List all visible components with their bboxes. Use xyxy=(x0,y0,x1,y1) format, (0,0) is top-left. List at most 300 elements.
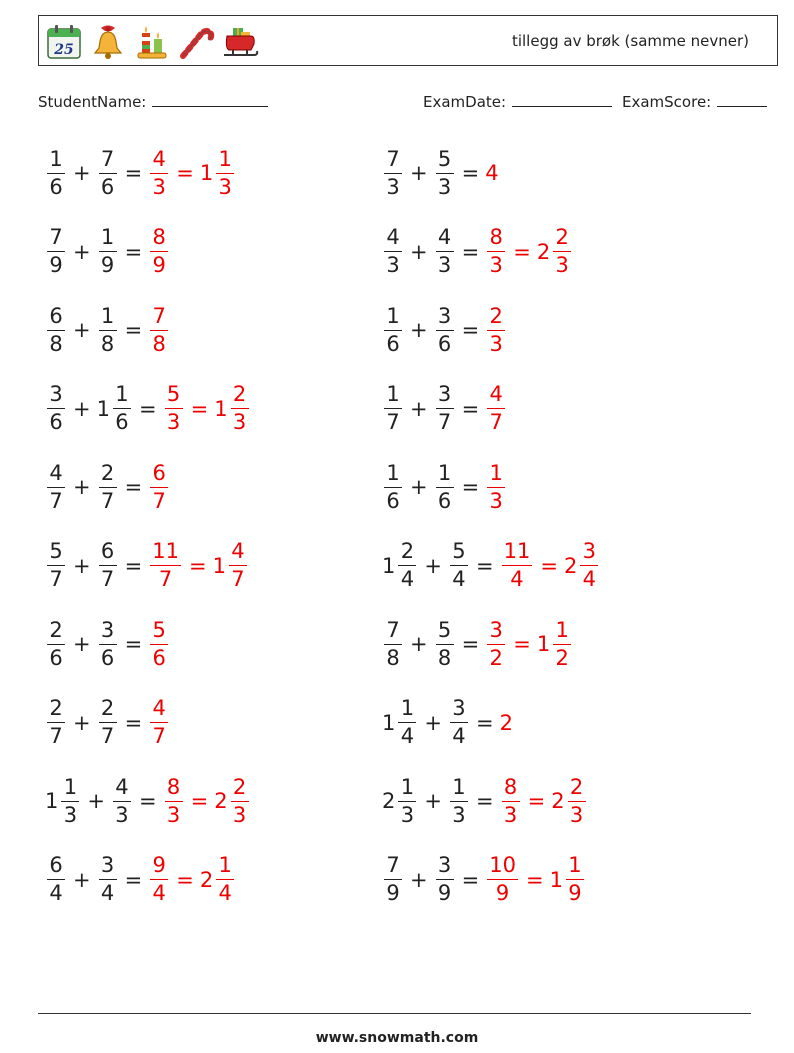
equals-sign: = xyxy=(540,553,558,578)
fraction xyxy=(99,227,117,276)
fraction xyxy=(47,541,65,590)
whole-number: 2 xyxy=(199,867,214,892)
fraction xyxy=(398,541,416,590)
plus-sign: + xyxy=(73,553,91,578)
numerator: 1 xyxy=(47,149,65,174)
fraction xyxy=(150,617,168,670)
numerator: 3 xyxy=(580,541,598,566)
worksheet-title: tillegg av brøk (samme nevner) xyxy=(511,32,749,50)
fraction xyxy=(47,460,65,513)
equals-sign: = xyxy=(138,396,157,421)
denominator: 4 xyxy=(582,567,596,591)
whole-number: 4 xyxy=(485,161,499,185)
fraction xyxy=(216,855,234,904)
fraction xyxy=(384,617,402,670)
equals-sign: = xyxy=(525,867,544,892)
denominator: 8 xyxy=(49,331,63,356)
denominator: 3 xyxy=(386,174,400,199)
fraction xyxy=(99,617,117,670)
whole-number: 2 xyxy=(499,710,513,735)
numerator: 11 xyxy=(502,541,533,566)
fraction xyxy=(150,303,168,356)
problem-14 xyxy=(382,613,573,675)
numerator: 7 xyxy=(99,149,117,174)
whole-number: 1 xyxy=(382,553,396,578)
student-name-label: StudentName: xyxy=(38,93,147,111)
problem-17 xyxy=(45,770,251,832)
problem-11 xyxy=(45,535,249,597)
fraction xyxy=(99,541,117,590)
equals-sign: = xyxy=(124,318,143,342)
equals-sign: = xyxy=(190,396,209,421)
denominator: 3 xyxy=(489,331,503,356)
equals-sign: = xyxy=(461,318,480,342)
numerator: 8 xyxy=(502,777,520,802)
fraction xyxy=(436,303,454,356)
student-name-blank[interactable] xyxy=(152,92,268,107)
whole-number: 2 xyxy=(551,789,565,813)
numerator: 1 xyxy=(384,463,402,488)
denominator: 4 xyxy=(510,567,524,591)
numerator: 1 xyxy=(99,227,117,252)
denominator: 7 xyxy=(152,488,166,513)
numerator: 4 xyxy=(487,384,505,409)
numerator: 5 xyxy=(47,541,65,566)
fraction xyxy=(436,227,454,276)
denominator: 6 xyxy=(152,645,166,670)
numerator: 2 xyxy=(47,698,65,723)
fraction xyxy=(99,146,117,199)
numerator: 2 xyxy=(568,777,586,802)
plus-sign: + xyxy=(73,318,91,342)
denominator: 8 xyxy=(152,331,166,356)
fraction xyxy=(436,617,454,670)
numerator: 5 xyxy=(436,620,454,645)
denominator: 3 xyxy=(437,174,452,199)
numerator: 2 xyxy=(553,227,571,252)
denominator: 7 xyxy=(489,410,503,434)
plus-sign: + xyxy=(410,396,428,421)
denominator: 3 xyxy=(555,253,569,277)
numerator: 6 xyxy=(99,541,117,566)
fraction xyxy=(61,774,79,827)
whole-number: 2 xyxy=(536,239,551,264)
plus-sign: + xyxy=(73,475,91,499)
denominator: 3 xyxy=(232,410,247,434)
denominator: 3 xyxy=(386,253,400,277)
denominator: 7 xyxy=(100,724,115,748)
fraction xyxy=(47,855,65,904)
numerator: 1 xyxy=(487,463,505,488)
whole-number: 2 xyxy=(563,553,578,578)
numerator: 4 xyxy=(113,777,131,802)
numerator: 4 xyxy=(229,541,247,566)
numerator: 7 xyxy=(384,149,402,174)
denominator: 3 xyxy=(152,174,166,199)
numerator: 1 xyxy=(384,306,402,331)
plus-sign: + xyxy=(424,789,442,813)
numerator: 1 xyxy=(398,698,416,723)
numerator: 6 xyxy=(47,855,65,880)
equals-sign: = xyxy=(124,710,143,735)
fraction xyxy=(553,227,571,276)
footer-divider xyxy=(38,1013,751,1014)
problem-4 xyxy=(382,221,573,283)
problem-12 xyxy=(382,535,600,597)
equals-sign: = xyxy=(461,396,480,421)
equals-sign: = xyxy=(461,161,480,185)
numerator: 2 xyxy=(231,384,249,409)
fraction xyxy=(384,384,402,433)
denominator: 9 xyxy=(100,253,115,277)
equals-sign: = xyxy=(124,553,143,578)
whole-number: 1 xyxy=(549,867,563,892)
denominator: 3 xyxy=(115,802,129,827)
worksheet-header xyxy=(38,15,778,66)
fraction xyxy=(384,460,402,513)
numerator: 8 xyxy=(150,227,168,252)
problem-8 xyxy=(382,378,507,440)
plus-sign: + xyxy=(410,318,428,342)
equals-sign: = xyxy=(475,553,494,578)
equals-sign: = xyxy=(190,789,209,813)
denominator: 6 xyxy=(100,174,115,199)
numerator: 7 xyxy=(384,620,402,645)
denominator: 4 xyxy=(152,881,166,905)
fraction xyxy=(165,774,183,827)
numerator: 2 xyxy=(47,620,65,645)
problem-10 xyxy=(382,456,507,518)
problem-2 xyxy=(382,142,500,204)
fraction xyxy=(436,855,454,904)
numerator: 1 xyxy=(398,777,416,802)
denominator: 3 xyxy=(232,802,247,827)
equals-sign: = xyxy=(124,475,143,499)
exam-score-blank[interactable] xyxy=(717,92,767,107)
numerator: 4 xyxy=(150,149,168,174)
exam-date-label: ExamDate: xyxy=(423,93,507,111)
denominator: 9 xyxy=(437,881,452,905)
numerator: 2 xyxy=(487,306,505,331)
equals-sign: = xyxy=(461,867,480,892)
whole-number: 1 xyxy=(214,396,228,421)
numerator: 3 xyxy=(450,698,468,723)
fraction xyxy=(150,855,168,904)
fraction xyxy=(450,698,468,747)
denominator: 4 xyxy=(100,881,115,905)
problem-1 xyxy=(45,142,236,204)
denominator: 6 xyxy=(437,488,452,513)
denominator: 7 xyxy=(49,567,63,591)
numerator: 2 xyxy=(99,463,117,488)
numerator: 3 xyxy=(99,620,117,645)
plus-sign: + xyxy=(410,475,428,499)
numerator: 11 xyxy=(150,541,181,566)
plus-sign: + xyxy=(73,710,91,735)
denominator: 7 xyxy=(49,488,63,513)
fraction xyxy=(47,617,65,670)
equals-sign: = xyxy=(461,239,480,264)
fraction xyxy=(566,855,584,904)
equals-sign: = xyxy=(176,867,194,892)
numerator: 1 xyxy=(113,384,131,409)
fraction xyxy=(398,774,416,827)
equals-sign: = xyxy=(124,161,143,185)
equals-sign: = xyxy=(461,632,480,656)
plus-sign: + xyxy=(73,239,91,264)
whole-number: 1 xyxy=(199,161,214,185)
equals-sign: = xyxy=(475,789,494,813)
fraction xyxy=(229,541,247,590)
exam-score-field xyxy=(622,92,767,111)
fraction xyxy=(436,146,454,199)
fraction xyxy=(487,855,518,904)
fraction xyxy=(553,617,571,670)
problem-19 xyxy=(45,849,236,911)
fraction xyxy=(47,227,65,276)
plus-sign: + xyxy=(424,710,442,735)
denominator: 9 xyxy=(152,253,166,277)
equals-sign: = xyxy=(527,789,546,813)
problem-3 xyxy=(45,221,170,283)
fraction xyxy=(113,774,131,827)
footer-url: www.snowmath.com xyxy=(315,1030,479,1046)
problem-15 xyxy=(45,692,170,754)
numerator: 6 xyxy=(150,463,168,488)
fraction xyxy=(502,774,520,827)
plus-sign: + xyxy=(410,161,428,185)
plus-sign: + xyxy=(410,239,428,264)
numerator: 7 xyxy=(47,227,65,252)
denominator: 3 xyxy=(166,410,181,434)
equals-sign: = xyxy=(188,553,207,578)
denominator: 8 xyxy=(437,645,452,670)
numerator: 3 xyxy=(47,384,65,409)
numerator: 1 xyxy=(450,777,468,802)
fraction xyxy=(47,146,65,199)
numerator: 2 xyxy=(99,698,117,723)
whole-number: 2 xyxy=(214,789,228,813)
numerator: 8 xyxy=(165,777,183,802)
numerator: 7 xyxy=(150,306,168,331)
bell-icon xyxy=(89,22,127,62)
equals-sign: = xyxy=(461,475,480,499)
denominator: 3 xyxy=(218,174,232,199)
denominator: 7 xyxy=(386,410,400,434)
denominator: 6 xyxy=(49,174,63,199)
denominator: 6 xyxy=(49,410,63,434)
fraction xyxy=(502,541,533,590)
numerator: 2 xyxy=(231,777,249,802)
svg-text:25: 25 xyxy=(54,42,74,58)
denominator: 6 xyxy=(386,488,400,513)
numerator: 5 xyxy=(436,149,454,174)
problem-18 xyxy=(382,770,588,832)
sleigh-icon xyxy=(221,22,259,62)
denominator: 3 xyxy=(489,488,503,513)
numerator: 1 xyxy=(553,620,571,645)
denominator: 7 xyxy=(152,724,166,748)
equals-sign: = xyxy=(475,710,494,735)
student-name-field xyxy=(38,92,268,111)
numerator: 3 xyxy=(487,620,505,645)
numerator: 2 xyxy=(398,541,416,566)
fraction xyxy=(165,384,183,433)
plus-sign: + xyxy=(73,632,91,656)
numerator: 9 xyxy=(150,855,168,880)
denominator: 4 xyxy=(49,881,63,905)
problem-20 xyxy=(382,849,586,911)
fraction xyxy=(150,541,181,590)
fraction xyxy=(99,303,117,356)
denominator: 9 xyxy=(49,253,63,277)
denominator: 4 xyxy=(218,881,232,905)
fraction xyxy=(150,460,168,513)
fraction xyxy=(99,698,117,747)
denominator: 8 xyxy=(386,645,400,670)
equals-sign: = xyxy=(138,789,157,813)
denominator: 2 xyxy=(489,645,503,670)
denominator: 6 xyxy=(49,645,63,670)
numerator: 3 xyxy=(99,855,117,880)
problem-7 xyxy=(45,378,251,440)
plus-sign: + xyxy=(73,396,91,421)
equals-sign: = xyxy=(176,161,194,185)
fraction xyxy=(436,460,454,513)
exam-score-label: ExamScore: xyxy=(622,93,712,111)
denominator: 3 xyxy=(166,802,181,827)
denominator: 9 xyxy=(495,881,510,905)
fraction xyxy=(487,460,505,513)
fraction xyxy=(384,227,402,276)
numerator: 1 xyxy=(566,855,584,880)
numerator: 8 xyxy=(487,227,505,252)
fraction xyxy=(398,698,416,747)
fraction xyxy=(231,774,249,827)
fraction xyxy=(47,698,65,747)
numerator: 3 xyxy=(436,855,454,880)
fraction xyxy=(487,303,505,356)
plus-sign: + xyxy=(410,867,428,892)
denominator: 3 xyxy=(437,253,452,277)
denominator: 7 xyxy=(158,567,173,591)
whole-number: 1 xyxy=(96,396,110,421)
fraction xyxy=(384,146,402,199)
candy-cane-icon xyxy=(177,22,215,62)
denominator: 7 xyxy=(100,488,115,513)
fraction xyxy=(216,146,234,199)
fraction xyxy=(47,303,65,356)
numerator: 5 xyxy=(450,541,468,566)
fraction xyxy=(150,227,168,276)
fraction xyxy=(99,460,117,513)
numerator: 3 xyxy=(436,384,454,409)
denominator: 4 xyxy=(452,724,466,748)
whole-number: 1 xyxy=(212,553,226,578)
numerator: 4 xyxy=(436,227,454,252)
plus-sign: + xyxy=(73,867,91,892)
numerator: 6 xyxy=(47,306,65,331)
denominator: 6 xyxy=(437,331,452,356)
problem-9 xyxy=(45,456,170,518)
fraction xyxy=(568,774,586,827)
denominator: 6 xyxy=(386,331,400,356)
candles-icon xyxy=(133,22,171,62)
fraction xyxy=(450,774,468,827)
denominator: 4 xyxy=(400,724,415,748)
fraction xyxy=(150,146,168,199)
fraction xyxy=(99,855,117,904)
denominator: 8 xyxy=(100,331,115,356)
denominator: 4 xyxy=(400,567,415,591)
numerator: 1 xyxy=(99,306,117,331)
problem-6 xyxy=(382,299,507,361)
numerator: 4 xyxy=(150,698,168,723)
denominator: 9 xyxy=(568,881,582,905)
calendar-icon xyxy=(45,22,83,62)
denominator: 3 xyxy=(400,802,415,827)
fraction xyxy=(436,384,454,433)
denominator: 3 xyxy=(489,253,503,277)
equals-sign: = xyxy=(124,239,143,264)
plus-sign: + xyxy=(73,161,91,185)
denominator: 6 xyxy=(115,410,129,434)
denominator: 2 xyxy=(555,645,569,670)
fraction xyxy=(487,384,505,433)
numerator: 4 xyxy=(384,227,402,252)
numerator: 7 xyxy=(384,855,402,880)
denominator: 3 xyxy=(63,802,78,827)
plus-sign: + xyxy=(410,632,428,656)
denominator: 7 xyxy=(100,567,115,591)
problem-13 xyxy=(45,613,170,675)
equals-sign: = xyxy=(124,632,143,656)
fraction xyxy=(47,384,65,433)
equals-sign: = xyxy=(513,632,531,656)
fraction xyxy=(580,541,598,590)
fraction xyxy=(487,617,505,670)
exam-date-field xyxy=(423,92,612,111)
fraction xyxy=(231,384,249,433)
numerator: 10 xyxy=(487,855,518,880)
numerator: 1 xyxy=(216,149,234,174)
denominator: 3 xyxy=(503,802,518,827)
equals-sign: = xyxy=(513,239,531,264)
plus-sign: + xyxy=(424,553,442,578)
problem-16 xyxy=(382,692,514,754)
denominator: 9 xyxy=(386,881,400,905)
numerator: 1 xyxy=(216,855,234,880)
plus-sign: + xyxy=(87,789,105,813)
whole-number: 1 xyxy=(45,789,59,813)
equals-sign: = xyxy=(124,867,143,892)
numerator: 5 xyxy=(150,620,168,645)
numerator: 4 xyxy=(47,463,65,488)
fraction xyxy=(150,698,168,747)
numerator: 1 xyxy=(436,463,454,488)
denominator: 7 xyxy=(49,724,63,748)
denominator: 4 xyxy=(452,567,466,591)
fraction xyxy=(487,227,505,276)
fraction xyxy=(384,303,402,356)
whole-number: 1 xyxy=(536,632,551,656)
exam-date-blank[interactable] xyxy=(512,92,612,107)
fraction xyxy=(384,855,402,904)
fraction xyxy=(450,541,468,590)
denominator: 3 xyxy=(452,802,466,827)
problem-5 xyxy=(45,299,170,361)
denominator: 6 xyxy=(100,645,115,670)
